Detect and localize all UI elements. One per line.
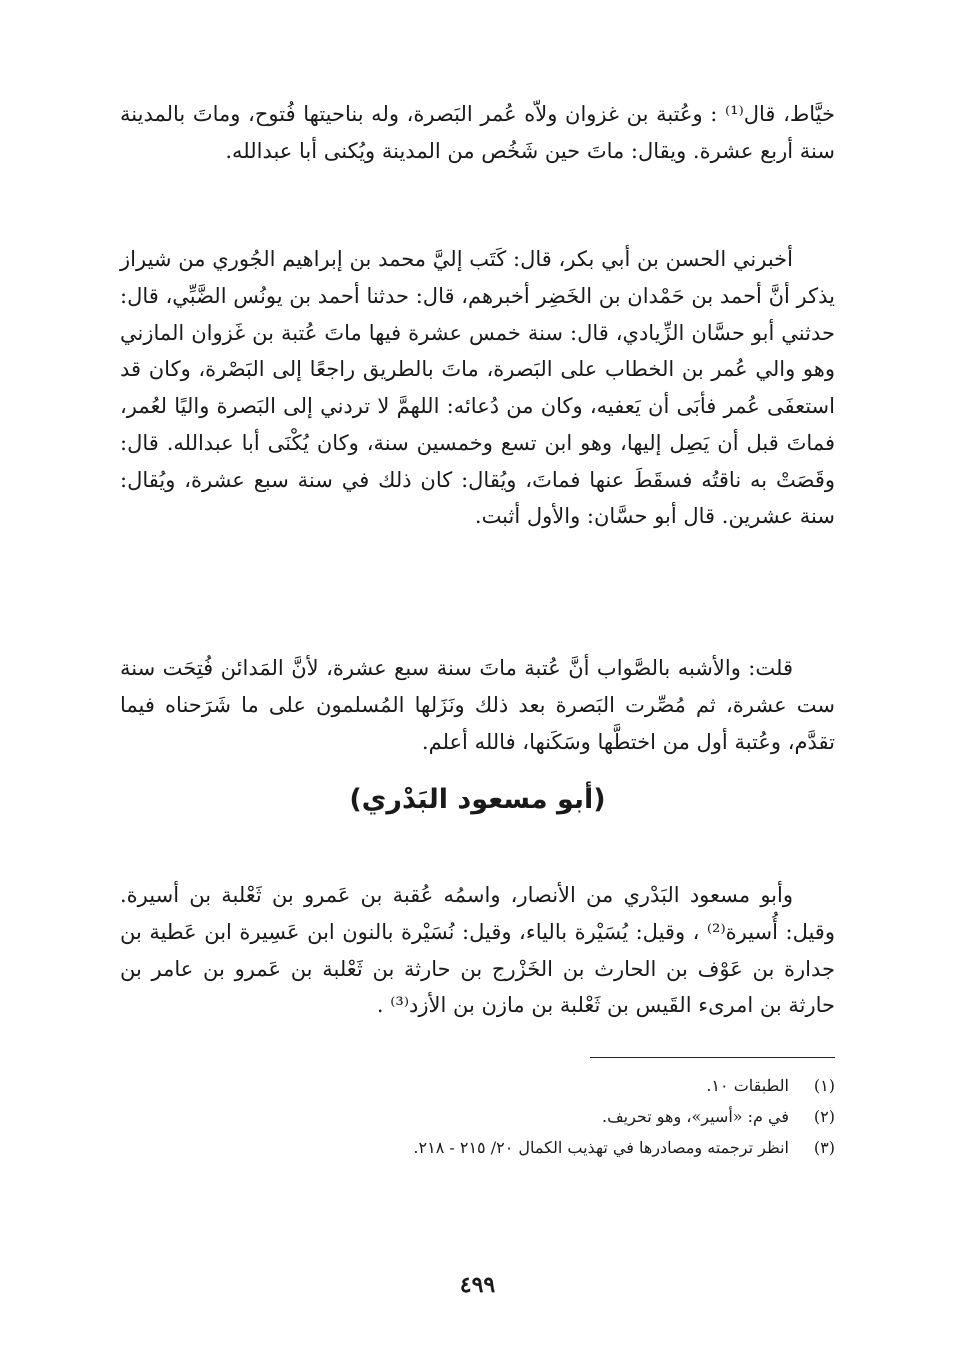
footnote-item xyxy=(120,1070,835,1101)
footnotes xyxy=(120,1070,835,1164)
paragraph-3: قلت: والأشبه بالصَّواب أنَّ عُتبة ماتَ سنة سبع عشرة، لأنَّ المَدائن فُتِحَت سنة ست عشرة، ثم مُصِّرت البَصرة بعد ذلك ونَزَلها المُسلمون على ما شَرَحناه فيما تقدَّم، وعُتبة أول من اختطَّها وسَكَنها، فالله أعلم. xyxy=(120,656,835,754)
footnote-item xyxy=(120,1101,835,1132)
footnote-text: في م: «أسير»، وهو تحريف. xyxy=(601,1107,789,1127)
paragraph-1: خيَّاط، قال⁽¹⁾ : وعُتبة بن غزوان ولاّه عُمر البَصرة، وله بناحيتها فُتوح، وماتَ بالمدينة سنة أربع عشرة. ويقال: ماتَ حين شَخُص من المدينة ويُكنى أبا عبدالله. xyxy=(120,102,835,163)
footnote-item xyxy=(120,1132,835,1163)
page-number: ٤٩٩ xyxy=(459,1272,496,1298)
footnote-text: الطبقات ١٠. xyxy=(706,1076,789,1095)
footnote-divider xyxy=(590,1057,835,1058)
footnote-number: (٢) xyxy=(813,1107,835,1127)
paragraph-4: وأبو مسعود البَدْري من الأنصار، واسمُه عُقبة بن عَمرو بن ثَعْلبة بن أسيرة. وقيل: أُسيرة⁽²⁾ ، وقيل: يُسَيْرة بالياء، وقيل: نُسَيْرة بالنون ابن عَسِيرة ابن عَطية بن جدارة بن عَوْف بن الحارث بن الخَزْرج بن حارثة بن ثَعْلبة بن عَمرو بن عامر بن حارثة بن امرىء القَيس بن ثَعْلبة بن مازن بن الأزد⁽³⁾ . xyxy=(120,883,835,1018)
footnote-text: انظر ترجمته ومصادرها في تهذيب الكمال ٢٠/ ٢١٥ - ٢١٨. xyxy=(413,1138,789,1158)
section-heading: (أبو مسعود البَدْري) xyxy=(349,784,606,815)
paragraph-2: أخبرني الحسن بن أبي بكر، قال: كَتَب إليَّ محمد بن إبراهيم الجُوري من شيراز يذكر أنَّ أحمد بن حَمْدان بن الخَضِر أخبرهم، قال: حدثنا أحمد بن يونُس الضَّبِّي، قال: حدثني أبو حسَّان الزِّيادي، قال: سنة خمس عشرة فيها ماتَ عُتبة بن غَزوان المازني وهو والي عُمر بن الخطاب على البَصرة، ماتَ بالطريق راجعًا إلى البَصْرة، وكان قد استعفَى عُمر فأبَى أن يَعفيه، وكان من دُعائه: اللهمَّ لا تردني إلى البَصرة واليًا لعُمر، فماتَ قبل أن يَصِل إليها، وهو ابن تسع وخمسين سنة، وكان يُكْنَى أبا عبدالله. قال: وقَصَتْ به ناقتُه فسقَطَ عنها فماتَ، ويُقال: كان ذلك في سنة سبع عشرة، ويُقال: سنة عشرين. قال أبو حسَّان: والأول أثبت. xyxy=(120,247,835,529)
footnote-number: (٣) xyxy=(813,1138,835,1158)
footnote-number: (١) xyxy=(813,1076,835,1095)
